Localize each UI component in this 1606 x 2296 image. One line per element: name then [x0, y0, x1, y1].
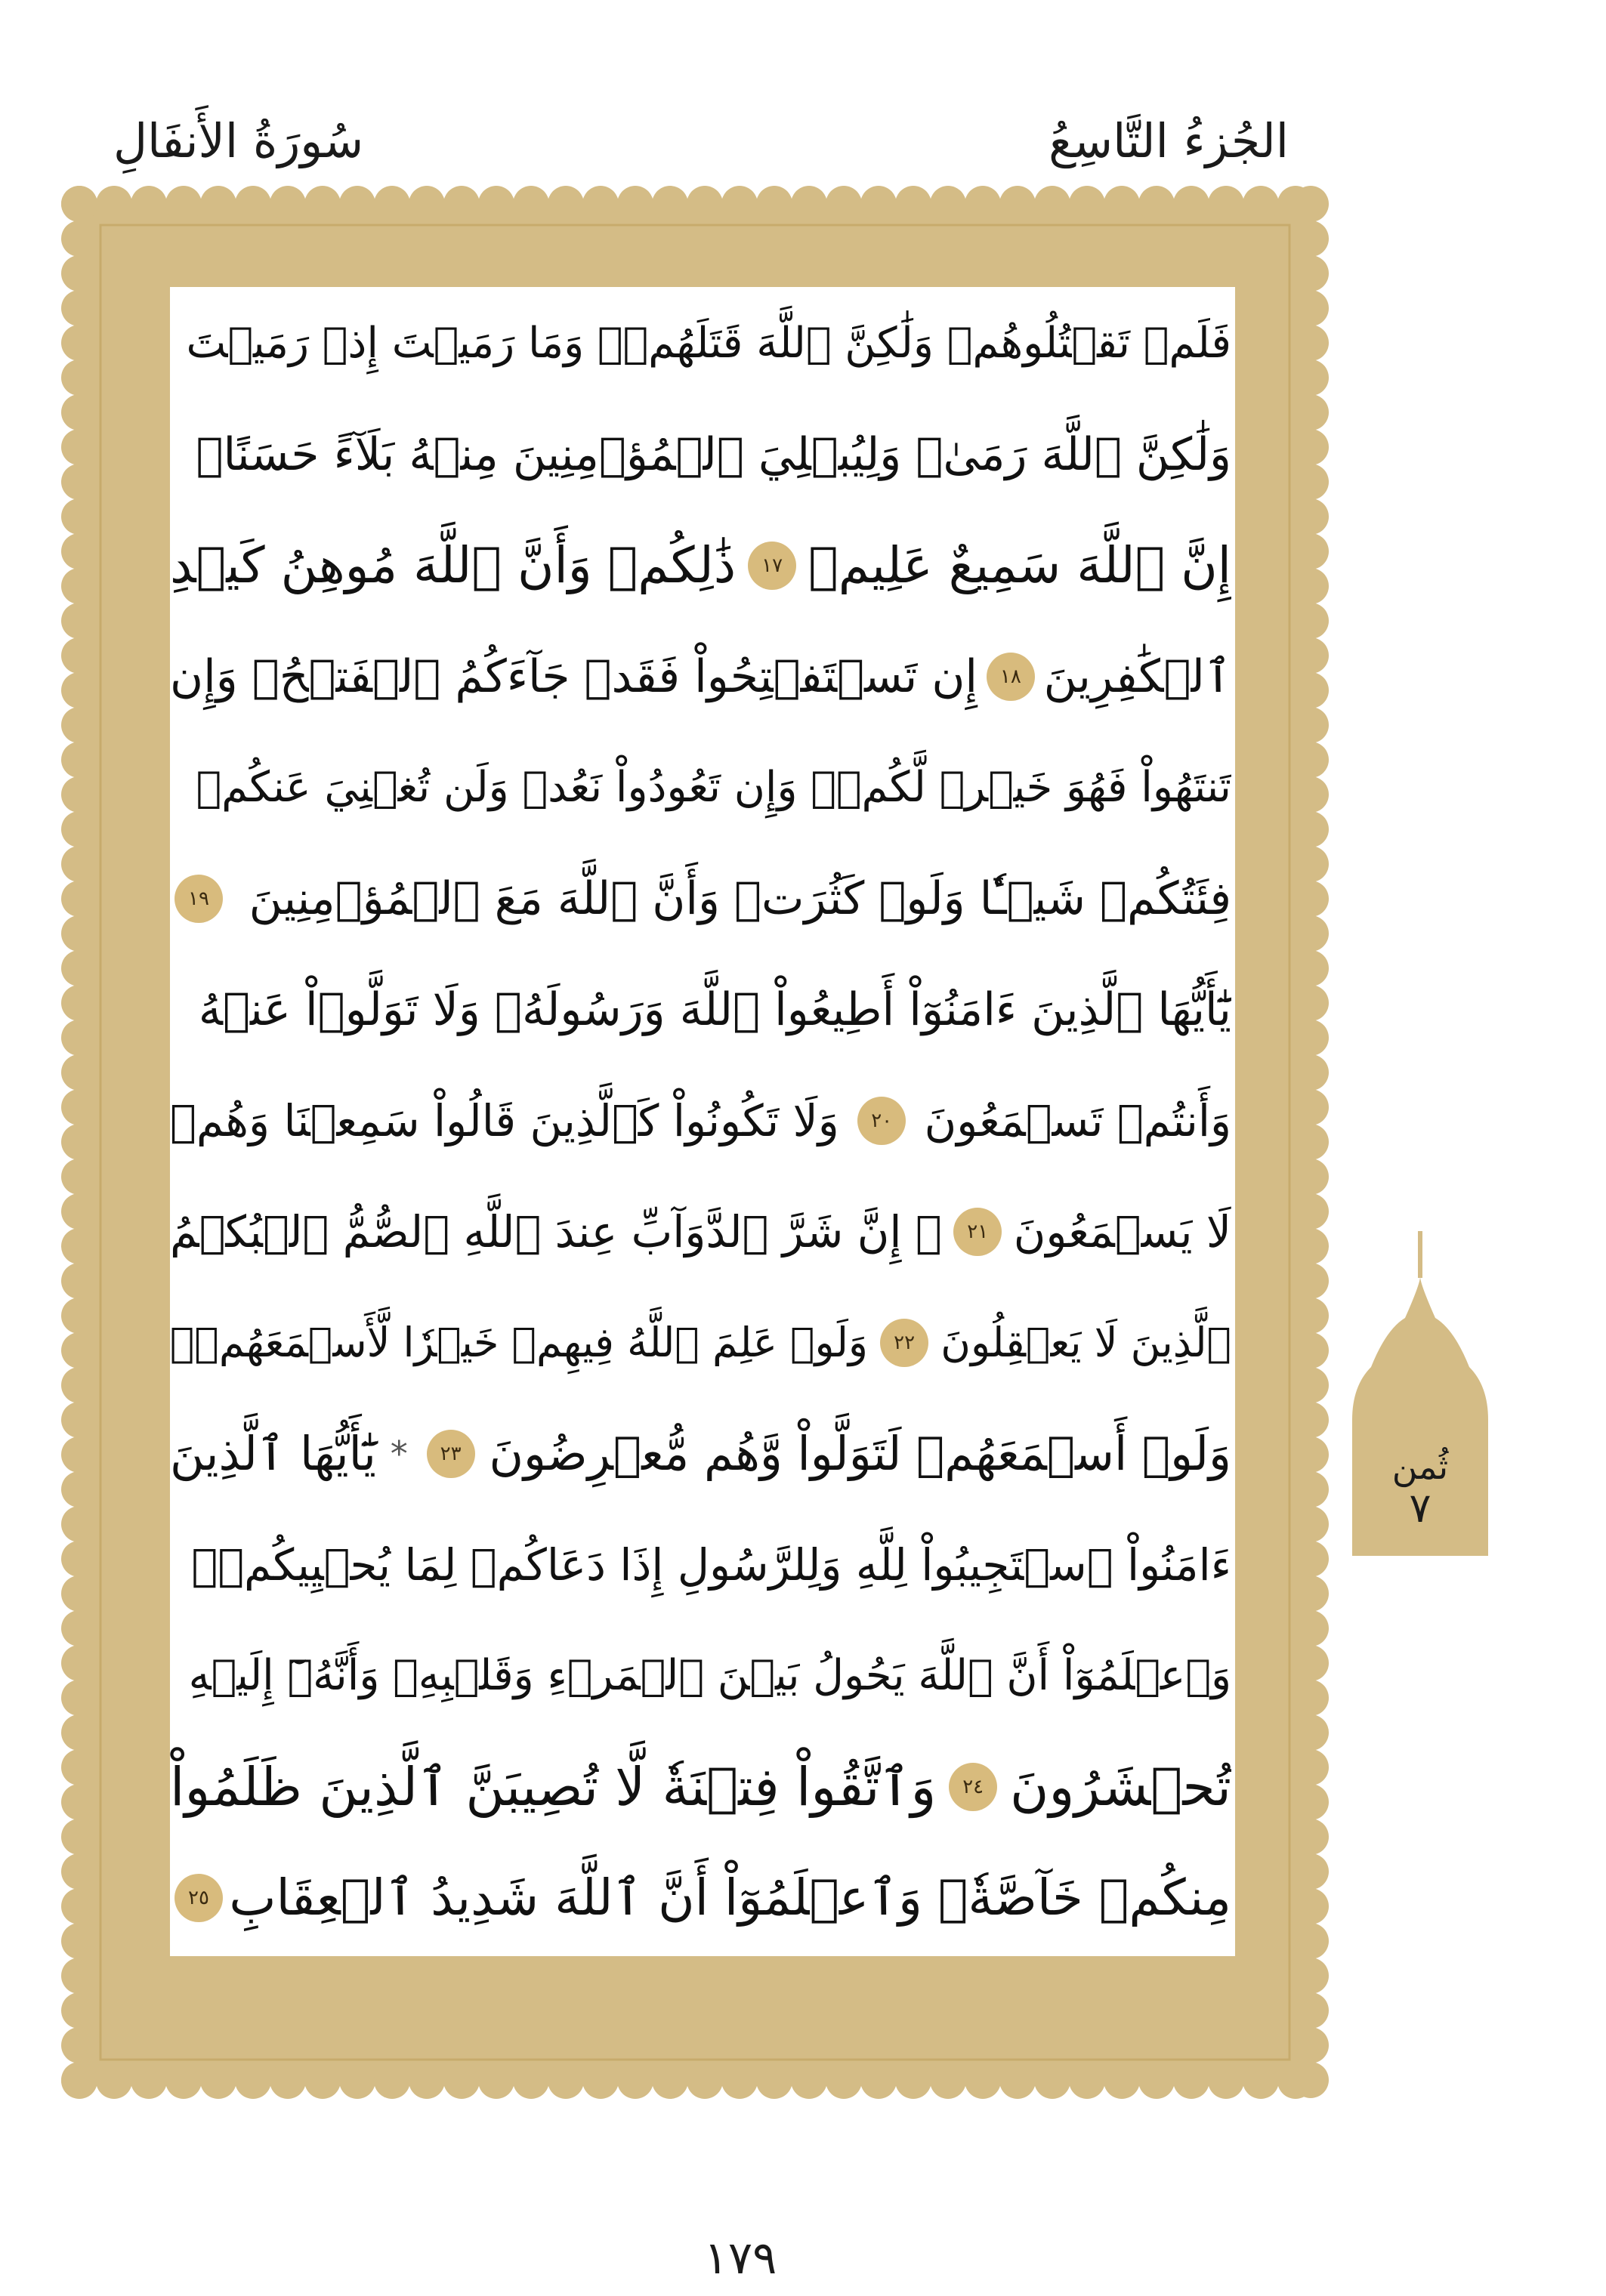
frame-scallop [61, 1714, 97, 1751]
frame-scallop [1293, 1506, 1329, 1542]
page-number: ١٧٩ [703, 2232, 777, 2285]
frame-scallop [200, 2063, 236, 2099]
frame-scallop [131, 2063, 167, 2099]
frame-scallop [999, 2063, 1036, 2099]
ayah-number-marker: ٢٣ [427, 1430, 475, 1478]
verse-line [170, 842, 1231, 955]
frame-scallop [1104, 186, 1140, 222]
frame-scallop [1293, 2062, 1329, 2098]
frame-scallop [1293, 915, 1329, 952]
frame-scallop [61, 846, 97, 882]
verse-line [170, 1619, 1231, 1733]
frame-scallop [1293, 1124, 1329, 1160]
frame-scallop [1293, 1298, 1329, 1334]
verse-text: وَأَنتُمۡ تَسۡمَعُونَ [924, 1095, 1231, 1146]
frame-scallop [339, 2063, 375, 2099]
verse-line [170, 1064, 1231, 1177]
frame-scallop [61, 985, 97, 1021]
frame-scallop [652, 2063, 688, 2099]
ayah-number-marker: ١٩ [174, 875, 223, 923]
frame-scallop [339, 186, 375, 222]
frame-scallop [409, 186, 445, 222]
frame-scallop [61, 394, 97, 430]
frame-scallop [1293, 742, 1329, 778]
frame-scallop [513, 186, 549, 222]
frame-scallop [61, 1923, 97, 1959]
frame-scallop [1293, 1437, 1329, 1473]
juz-title: الجُزءُ التَّاسِعُ [1049, 113, 1289, 168]
frame-scallop [61, 1853, 97, 1890]
frame-scallop [61, 1749, 97, 1785]
frame-scallop [1293, 1784, 1329, 1820]
frame-scallop [1293, 1263, 1329, 1299]
frame-scallop [965, 186, 1001, 222]
frame-scallop [1293, 985, 1329, 1021]
frame-scallop [1293, 498, 1329, 535]
surah-title: سُورَةُ الأَنفَالِ [113, 113, 364, 168]
verse-text: فَلَمۡ تَقۡتُلُوهُمۡ وَلَٰكِنَّ ٱللَّهَ قَتَلَهُمۡۚ وَمَا رَمَيۡتَ إِذۡ رَمَيۡتَ [186, 319, 1231, 368]
frame-scallop [61, 1471, 97, 1508]
verse-line [170, 1175, 1231, 1288]
frame-scallop [1293, 1228, 1329, 1264]
frame-scallop [1293, 394, 1329, 430]
frame-scallop [1293, 1992, 1329, 2029]
frame-scallop [930, 186, 966, 222]
frame-scallop [687, 2063, 723, 2099]
frame-scallop [1293, 1853, 1329, 1890]
frame-scallop [895, 186, 931, 222]
frame-scallop [235, 2063, 271, 2099]
frame-scallop [61, 533, 97, 569]
frame-scallop [1208, 186, 1244, 222]
frame-scallop [1104, 2063, 1140, 2099]
frame-scallop [1293, 429, 1329, 465]
frame-scallop [1293, 1749, 1329, 1785]
frame-scallop [374, 2063, 410, 2099]
frame-scallop [1243, 2063, 1279, 2099]
quran-text-block [170, 287, 1231, 1956]
frame-scallop [1293, 1575, 1329, 1612]
frame-scallop [270, 2063, 306, 2099]
verse-text: وَٱتَّقُواْ فِتۡنَةٗ لَّا تُصِيبَنَّ ٱلَّذِينَ ظَلَمُواْ [170, 1756, 937, 1818]
frame-scallop [1173, 2063, 1209, 2099]
frame-scallop [1293, 707, 1329, 743]
frame-scallop [1034, 186, 1070, 222]
frame-scallop [1293, 1541, 1329, 1577]
frame-scallop [61, 1575, 97, 1612]
verse-text: وَلَٰكِنَّ ٱللَّهَ رَمَىٰۚ وَلِيُبۡلِيَ ٱلۡمُؤۡمِنِينَ مِنۡهُ بَلَآءً حَسَنًاۚ [196, 428, 1231, 481]
frame-scallop [513, 2063, 549, 2099]
frame-scallop [61, 1089, 97, 1125]
frame-scallop [61, 1958, 97, 1994]
frame-scallop [61, 1784, 97, 1820]
frame-scallop [617, 2063, 653, 2099]
frame-scallop [1293, 1332, 1329, 1369]
frame-scallop [1293, 637, 1329, 674]
frame-scallop [1293, 603, 1329, 639]
frame-scallop [1138, 2063, 1175, 2099]
frame-scallop [860, 186, 897, 222]
frame-scallop [61, 637, 97, 674]
frame-scallop [270, 186, 306, 222]
frame-scallop [61, 1020, 97, 1056]
frame-scallop [826, 186, 862, 222]
verse-line [170, 620, 1231, 733]
verse-line [170, 509, 1231, 622]
frame-scallop [1293, 186, 1329, 222]
frame-scallop [61, 742, 97, 778]
frame-scallop [721, 186, 758, 222]
ayah-number-marker: ٢٤ [949, 1763, 997, 1811]
frame-scallop [930, 2063, 966, 2099]
frame-scallop [1069, 186, 1105, 222]
frame-scallop [1069, 2063, 1105, 2099]
frame-scallop [1293, 846, 1329, 882]
frame-scallop [61, 290, 97, 326]
frame-scallop [1293, 672, 1329, 708]
frame-scallop [1293, 950, 1329, 986]
frame-scallop [61, 672, 97, 708]
frame-scallop [548, 186, 584, 222]
verse-text: يَٰٓأَيُّهَا ٱلَّذِينَ ءَامَنُوٓاْ أَطِيعُواْ ٱللَّهَ وَرَسُولَهُۥ وَلَا تَوَلَّوۡاْ عَنۡهُ [198, 983, 1231, 1036]
frame-scallop [1293, 1402, 1329, 1438]
frame-scallop [478, 186, 514, 222]
frame-scallop [61, 360, 97, 396]
frame-scallop [61, 1298, 97, 1334]
frame-scallop [1293, 290, 1329, 326]
thumn-number: ٧ [1409, 1484, 1432, 1532]
frame-scallop [61, 1367, 97, 1403]
frame-scallop [61, 1645, 97, 1681]
frame-scallop [617, 186, 653, 222]
verse-text: وَلَوۡ عَلِمَ ٱللَّهُ فِيهِمۡ خَيۡرٗا لَّأَسۡمَعَهُمۡۖ [170, 1319, 868, 1366]
frame-scallop [1293, 2027, 1329, 2063]
frame-scallop [200, 186, 236, 222]
thumn-label: ثُمن [1391, 1446, 1449, 1487]
frame-scallop [61, 1819, 97, 1855]
verse-line [170, 731, 1231, 844]
verse-line [170, 287, 1231, 400]
frame-scallop [1293, 1159, 1329, 1195]
frame-scallop [478, 2063, 514, 2099]
verse-text: فِئَتُكُمۡ شَيۡـٔٗا وَلَوۡ كَثُرَتۡ وَأَنَّ ٱللَّهَ مَعَ ٱلۡمُؤۡمِنِينَ [249, 872, 1231, 925]
frame-scallop [1293, 1680, 1329, 1716]
frame-scallop [756, 186, 792, 222]
frame-scallop [582, 2063, 619, 2099]
frame-scallop [96, 186, 132, 222]
frame-scallop [61, 1888, 97, 1924]
frame-scallop [1293, 1819, 1329, 1855]
frame-scallop [1293, 1610, 1329, 1646]
verse-text: ءَامَنُواْ ٱسۡتَجِيبُواْ لِلَّهِ وَلِلرَّسُولِ إِذَا دَعَاكُمۡ لِمَا يُحۡيِيكُمۡۖ [191, 1539, 1231, 1591]
frame-scallop [1293, 1923, 1329, 1959]
verse-text: ۞ إِنَّ شَرَّ ٱلدَّوَآبِّ عِندَ ٱللَّهِ ٱلصُّمُّ ٱلۡبُكۡمُ [170, 1206, 942, 1258]
frame-scallop [1293, 881, 1329, 917]
verse-text: ذَٰلِكُمۡ وَأَنَّ ٱللَّهَ مُوهِنُ كَيۡدِ [170, 536, 737, 594]
verse-text: تَنتَهُواْ فَهُوَ خَيۡرٞ لَّكُمۡۖ وَإِن تَعُودُواْ نَعُدۡ وَلَن تُغۡنِيَ عَنكُمۡ [196, 763, 1231, 812]
frame-scallop [131, 186, 167, 222]
frame-scallop [61, 1332, 97, 1369]
frame-scallop [1138, 186, 1175, 222]
frame-scallop [61, 1437, 97, 1473]
verse-text: ٱلۡكَٰفِرِينَ [1043, 650, 1231, 703]
frame-scallop [61, 603, 97, 639]
frame-scallop [1293, 325, 1329, 361]
frame-scallop [791, 186, 827, 222]
frame-scallop [1208, 2063, 1244, 2099]
frame-scallop [1293, 1471, 1329, 1508]
frame-scallop [61, 221, 97, 257]
frame-scallop [409, 2063, 445, 2099]
verse-line [170, 1286, 1231, 1400]
verse-text: وَلَا تَكُونُواْ كَٱلَّذِينَ قَالُواْ سَمِعۡنَا وَهُمۡ [170, 1095, 839, 1146]
verse-line [170, 953, 1231, 1066]
frame-scallop [965, 2063, 1001, 2099]
frame-scallop [652, 186, 688, 222]
ayah-number-marker: ٢٠ [857, 1097, 906, 1145]
frame-scallop [1293, 1958, 1329, 1994]
hizb-star-icon: * [390, 1433, 408, 1474]
frame-scallop [61, 568, 97, 604]
frame-scallop [1293, 255, 1329, 292]
frame-scallop [61, 1193, 97, 1230]
ayah-number-marker: ٢٥ [174, 1874, 223, 1922]
frame-scallop [826, 2063, 862, 2099]
frame-scallop [791, 2063, 827, 2099]
frame-scallop [1034, 2063, 1070, 2099]
frame-scallop [721, 2063, 758, 2099]
frame-scallop [1293, 568, 1329, 604]
frame-scallop [61, 1680, 97, 1716]
frame-scallop [443, 186, 480, 222]
frame-scallop [1293, 1888, 1329, 1924]
frame-scallop [61, 2027, 97, 2063]
frame-scallop [1293, 533, 1329, 569]
frame-scallop [61, 1610, 97, 1646]
frame-scallop [61, 1159, 97, 1195]
frame-scallop [61, 1506, 97, 1542]
verse-text: إِن تَسۡتَفۡتِحُواْ فَقَدۡ جَآءَكُمُ ٱلۡفَتۡحُۖ وَإِن [170, 650, 978, 703]
frame-scallop [1293, 464, 1329, 500]
frame-scallop [304, 186, 341, 222]
frame-scallop [1293, 1714, 1329, 1751]
verse-text: وَلَوۡ أَسۡمَعَهُمۡ لَتَوَلَّواْ وَّهُم مُّعۡرِضُونَ [489, 1426, 1231, 1481]
frame-scallop [61, 1228, 97, 1264]
verse-text: لَا يَسۡمَعُونَ [1013, 1206, 1231, 1258]
verse-text: ٱلَّذِينَ لَا يَعۡقِلُونَ [940, 1319, 1231, 1366]
frame-scallop [999, 186, 1036, 222]
frame-scallop [548, 2063, 584, 2099]
frame-scallop [61, 811, 97, 847]
frame-scallop [582, 186, 619, 222]
ayah-number-marker: ١٧ [748, 542, 796, 590]
frame-scallop [1243, 186, 1279, 222]
frame-scallop [165, 2063, 202, 2099]
verse-line [170, 1730, 1231, 1844]
ayah-number-marker: ١٨ [987, 653, 1035, 701]
frame-scallop [1293, 221, 1329, 257]
verse-text: وَٱعۡلَمُوٓاْ أَنَّ ٱللَّهَ يَحُولُ بَيۡنَ ٱلۡمَرۡءِ وَقَلۡبِهِۦ وَأَنَّهُۥٓ إِلَيۡهِ [188, 1651, 1231, 1700]
verse-line [170, 1841, 1231, 1955]
frame-scallop [756, 2063, 792, 2099]
frame-scallop [165, 186, 202, 222]
frame-scallop [61, 429, 97, 465]
verse-line [170, 1508, 1231, 1622]
verse-line [170, 1397, 1231, 1511]
frame-scallop [61, 186, 97, 222]
frame-scallop [61, 325, 97, 361]
frame-scallop [1293, 360, 1329, 396]
frame-scallop [61, 1124, 97, 1160]
frame-scallop [374, 186, 410, 222]
frame-scallop [1293, 1089, 1329, 1125]
frame-scallop [61, 464, 97, 500]
ayah-number-marker: ٢٢ [880, 1319, 928, 1367]
ayah-number-marker: ٢١ [953, 1208, 1002, 1256]
frame-scallop [860, 2063, 897, 2099]
frame-scallop [235, 186, 271, 222]
frame-scallop [687, 186, 723, 222]
verse-text: مِنكُمۡ خَآصَّةٗۖ وَٱعۡلَمُوٓاْ أَنَّ ٱللَّهَ شَدِيدُ ٱلۡعِقَابِ [229, 1869, 1231, 1927]
verse-text: يَٰٓأَيُّهَا ٱلَّذِينَ [170, 1426, 376, 1481]
frame-scallop [61, 915, 97, 952]
frame-scallop [1293, 1193, 1329, 1230]
frame-scallop [61, 950, 97, 986]
frame-scallop [1173, 186, 1209, 222]
frame-scallop [443, 2063, 480, 2099]
frame-scallop [61, 881, 97, 917]
frame-scallop [304, 2063, 341, 2099]
frame-scallop [96, 2063, 132, 2099]
thumn-dome-finial [1418, 1231, 1422, 1278]
verse-text: إِنَّ ٱللَّهَ سَمِيعٌ عَلِيمٞ [808, 536, 1231, 594]
frame-scallop [1293, 1020, 1329, 1056]
frame-scallop [1293, 1645, 1329, 1681]
frame-scallop [61, 1263, 97, 1299]
frame-scallop [61, 1541, 97, 1577]
frame-scallop [1293, 1367, 1329, 1403]
frame-scallop [1293, 776, 1329, 813]
frame-scallop [895, 2063, 931, 2099]
frame-scallop [61, 1402, 97, 1438]
frame-scallop [61, 776, 97, 813]
frame-scallop [1293, 811, 1329, 847]
verse-text: تُحۡشَرُونَ [1010, 1756, 1231, 1818]
frame-scallop [61, 707, 97, 743]
frame-scallop [1293, 1054, 1329, 1091]
frame-scallop [61, 2062, 97, 2098]
frame-scallop [61, 498, 97, 535]
verse-line [170, 398, 1231, 511]
frame-scallop [61, 1992, 97, 2029]
frame-scallop [61, 255, 97, 292]
frame-scallop [61, 1054, 97, 1091]
